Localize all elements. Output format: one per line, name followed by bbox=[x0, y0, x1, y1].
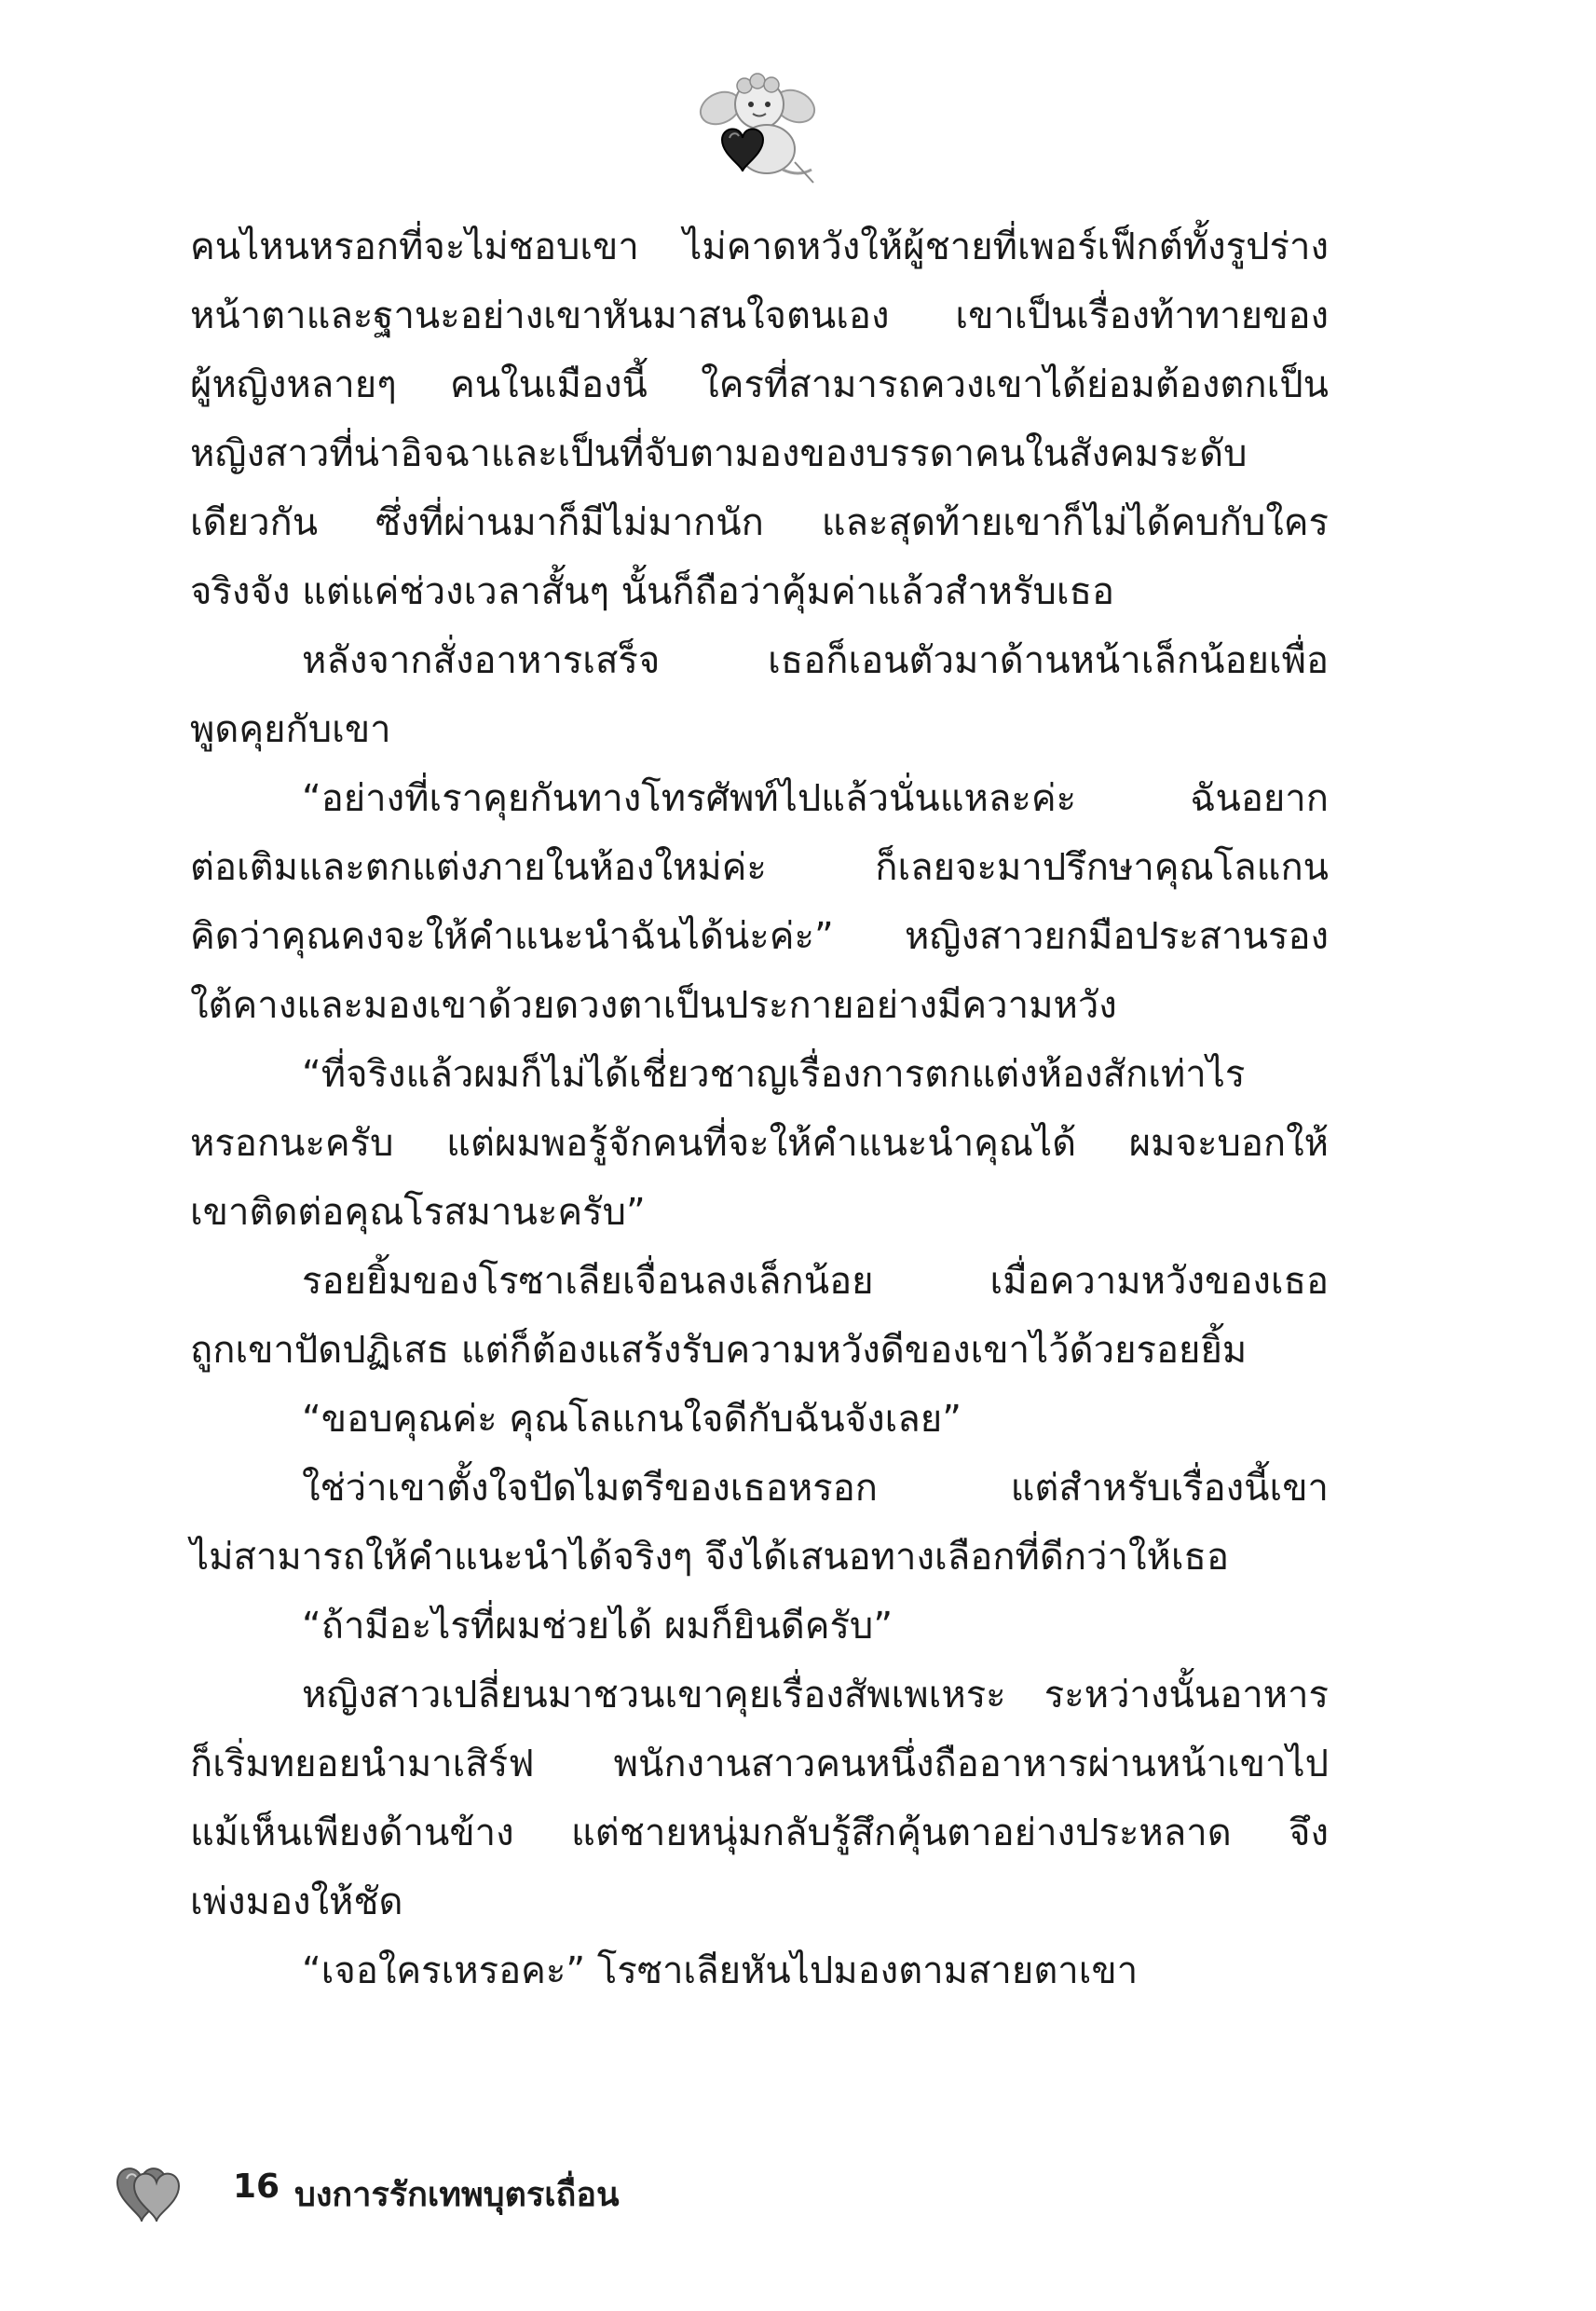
text-line: หลังจากสั่งอาหารเสร็จ เธอก็เอนตัวมาด้านหน้าเล็กน้อยเพื่อ bbox=[302, 639, 1329, 682]
text-line: คนไหนหรอกที่จะไม่ชอบเขา ไม่คาดหวังให้ผู้ชายที่เพอร์เฟ็กต์ทั้งรูปร่าง bbox=[190, 226, 1329, 268]
text-line: “เจอใครเหรอคะ” โรซาเลียหันไปมองตามสายตาเขา bbox=[302, 1949, 1139, 1992]
text-line: ใช่ว่าเขาตั้งใจปัดไมตรีของเธอหรอก แต่สำหรับเรื่องนี้เขา bbox=[302, 1467, 1329, 1510]
page-footer bbox=[110, 2154, 762, 2238]
text-line: ก็เริ่มทยอยนำมาเสิร์ฟ พนักงานสาวคนหนึ่งถืออาหารผ่านหน้าเขาไป bbox=[190, 1743, 1329, 1785]
text-line: พูดคุยกับเขา bbox=[190, 708, 391, 751]
text-line: เขาติดต่อคุณโรสมานะครับ” bbox=[190, 1191, 646, 1234]
text-line: คิดว่าคุณคงจะให้คำแนะนำฉันได้น่ะค่ะ” หญิงสาวยกมือประสานรอง bbox=[190, 915, 1329, 958]
text-line: “ที่จริงแล้วผมก็ไม่ได้เชี่ยวชาญเรื่องการตกแต่งห้องสักเท่าไร bbox=[302, 1053, 1246, 1096]
text-line: เดียวกัน ซึ่งที่ผ่านมาก็มีไม่มากนัก และสุดท้ายเขาก็ไม่ได้คบกับใคร bbox=[190, 501, 1329, 544]
text-line: หญิงสาวที่น่าอิจฉาและเป็นที่จับตามองของบรรดาคนในสังคมระดับ bbox=[190, 432, 1248, 475]
text-line: รอยยิ้มของโรซาเลียเจื่อนลงเล็กน้อย เมื่อความหวังของเธอ bbox=[302, 1260, 1329, 1303]
text-line: เพ่งมองให้ชัด bbox=[190, 1880, 403, 1923]
book-title: บงการรักเทพบุตรเถื่อน bbox=[294, 2176, 620, 2214]
text-line: ถูกเขาปัดปฏิเสธ แต่ก็ต้องแสร้งรับความหวังดีของเขาไว้ด้วยรอยยิ้ม bbox=[190, 1329, 1248, 1372]
page-number: 16 bbox=[233, 2167, 280, 2206]
body-text bbox=[190, 212, 1329, 2005]
text-line: หรอกนะครับ แต่ผมพอรู้จักคนที่จะให้คำแนะนำคุณได้ ผมจะบอกให้ bbox=[190, 1122, 1329, 1165]
text-line: ผู้หญิงหลายๆ คนในเมืองนี้ ใครที่สามารถควงเขาได้ย่อมต้องตกเป็น bbox=[190, 363, 1329, 406]
text-line: “ขอบคุณค่ะ คุณโลแกนใจดีกับฉันจังเลย” bbox=[302, 1398, 962, 1441]
text-line: หญิงสาวเปลี่ยนมาชวนเขาคุยเรื่องสัพเพเหระ ระหว่างนั้นอาหาร bbox=[302, 1674, 1329, 1716]
text-line: หน้าตาและฐานะอย่างเขาหันมาสนใจตนเอง เขาเป็นเรื่องท้าทายของ bbox=[190, 294, 1329, 337]
text-line: “อย่างที่เราคุยกันทางโทรศัพท์ไปแล้วนั่นแหละค่ะ ฉันอยาก bbox=[302, 777, 1329, 820]
text-line: ใต้คางและมองเขาด้วยดวงตาเป็นประกายอย่างมีความหวัง bbox=[190, 984, 1117, 1027]
text-line: ต่อเติมและตกแต่งภายในห้องใหม่ค่ะ ก็เลยจะมาปรึกษาคุณโลแกน bbox=[190, 846, 1329, 889]
text-line: “ถ้ามีอะไรที่ผมช่วยได้ ผมก็ยินดีครับ” bbox=[302, 1605, 893, 1648]
text-line: แม้เห็นเพียงด้านข้าง แต่ชายหนุ่มกลับรู้สึกคุ้นตาอย่างประหลาด จึง bbox=[190, 1812, 1329, 1854]
text-line: จริงจัง แต่แค่ช่วงเวลาสั้นๆ นั้นก็ถือว่าคุ้มค่าแล้วสำหรับเธอ bbox=[190, 570, 1115, 613]
cupid-with-heart-icon bbox=[694, 73, 820, 189]
text-line: ไม่สามารถให้คำแนะนำได้จริงๆ จึงได้เสนอทางเลือกที่ดีกว่าให้เธอ bbox=[190, 1536, 1229, 1579]
double-heart-icon bbox=[110, 2154, 186, 2227]
